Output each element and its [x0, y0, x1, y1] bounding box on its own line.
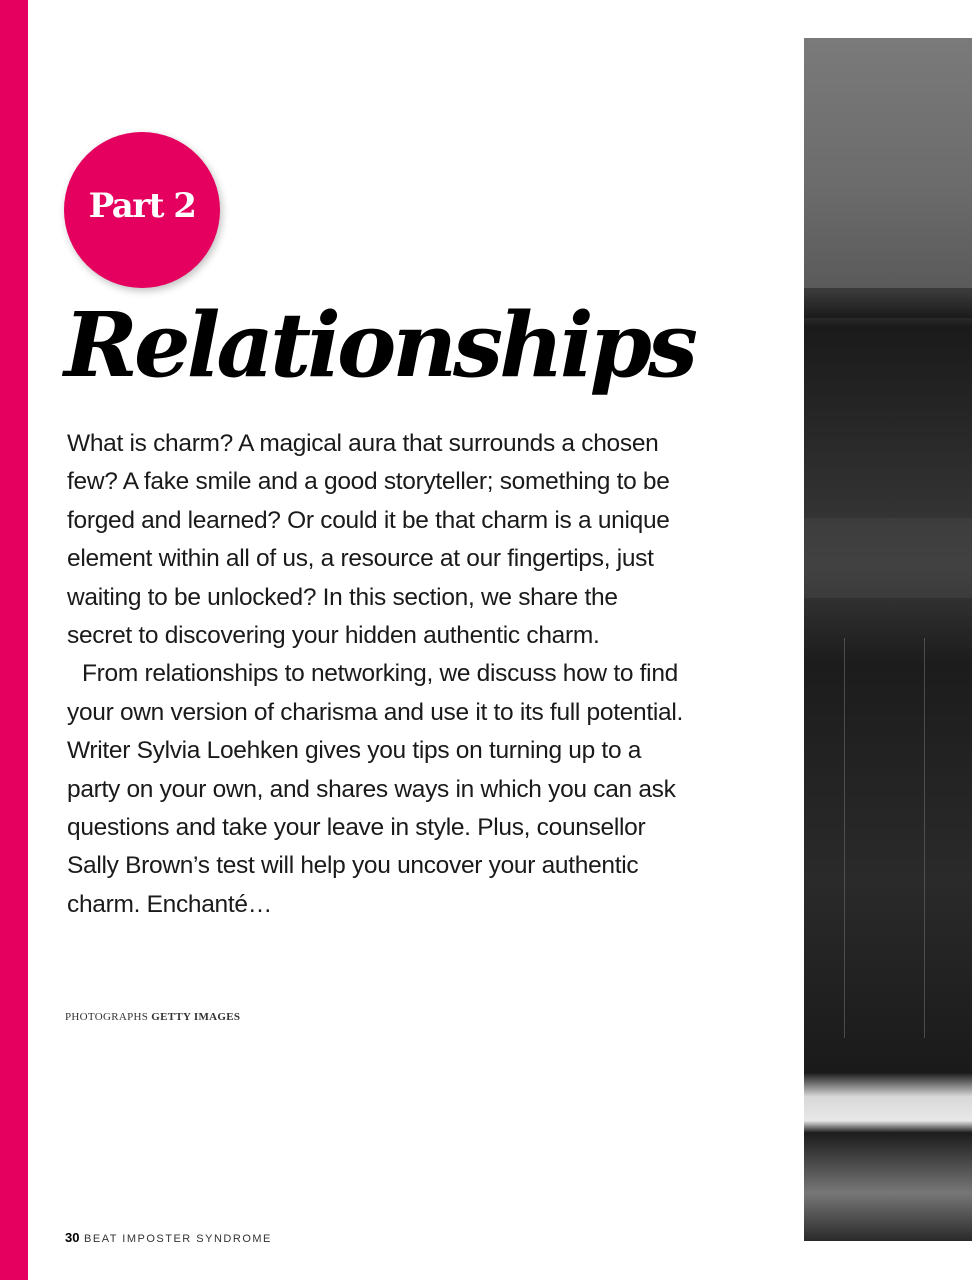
photo-credit-label: PHOTOGRAPHS	[65, 1011, 149, 1023]
cropped-photo	[804, 38, 972, 1241]
page-number: 30	[65, 1230, 80, 1245]
intro-text	[67, 425, 687, 924]
page-title: Relationships	[64, 292, 695, 397]
photo-door-edge-right	[924, 638, 925, 1038]
intro-paragraph-1: What is charm? A magical aura that surrounds a chosen few? A fake smile and a good storyteller; something to be forged and learned? Or could it be that charm is a unique element within all of us, a resource at our fingertips, just waiting to be unlocked? In this section, we share the secret to discovering your hidden authentic charm.	[67, 430, 670, 650]
photo-mid-band	[804, 518, 972, 598]
part-badge	[64, 132, 220, 288]
photo-door-edge-left	[844, 638, 845, 1038]
photo-shadow-band	[804, 288, 972, 318]
accent-sidebar-bar	[0, 0, 28, 1280]
page-footer	[65, 1230, 272, 1245]
part-badge-label: Part 2	[88, 186, 196, 226]
photo-credit	[65, 1011, 240, 1023]
photo-credit-name: GETTY IMAGES	[151, 1011, 241, 1023]
publication-title: BEAT IMPOSTER SYNDROME	[84, 1233, 272, 1245]
intro-paragraph-2: From relationships to networking, we discuss how to find your own version of charisma and use it to its full potential. Writer Sylvia Loehken gives you tips on turning up to a party on your own, and shares ways in which you can ask questions and take your leave in style. Plus, counsellor Sally Brown’s test will help you uncover your authentic charm. Enchanté…	[67, 660, 683, 918]
